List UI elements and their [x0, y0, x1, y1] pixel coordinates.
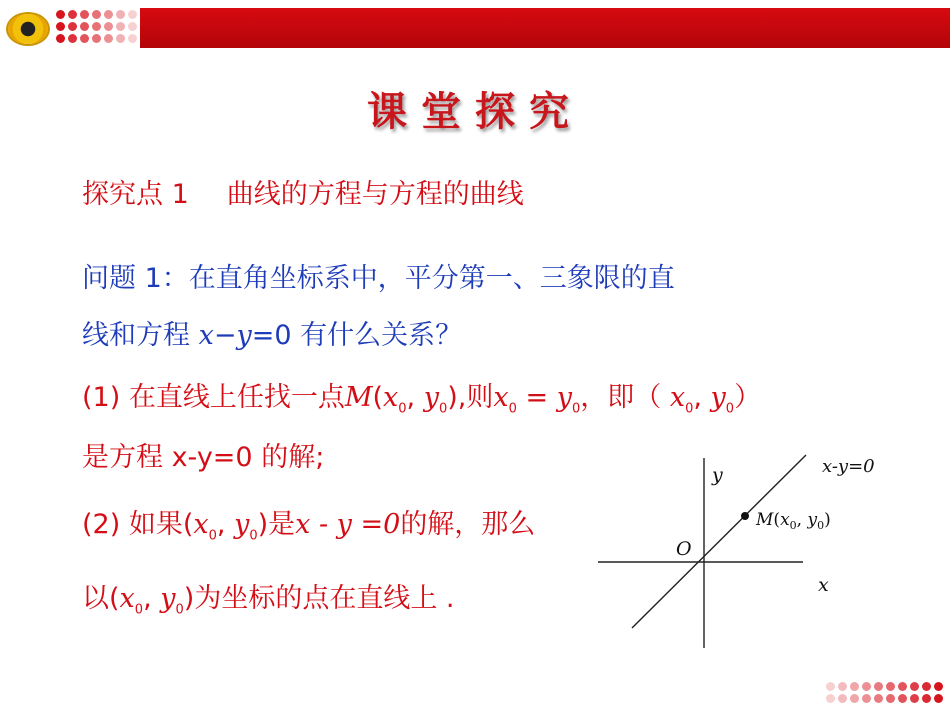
question-line-2: 线和方程 x−y=0 有什么关系？	[82, 320, 463, 351]
origin-label: O	[676, 538, 692, 560]
point-m-dot	[741, 512, 749, 520]
heading-text: 曲线的方程与方程的曲线	[226, 179, 524, 210]
x-axis-label: x	[818, 574, 829, 596]
item-1-line-1: (1) 在直线上任找一点$M(x_0$, $y_0$),则$x_0 = y_0$，即（ $x_0$, $y_0$）	[82, 382, 762, 417]
question-line-1: 问题 1：在直角坐标系中，平分第一、三象限的直	[82, 263, 675, 294]
line-label: x-y=0	[822, 456, 875, 477]
point-m-label: $M(x_0$, $y_0$)	[756, 510, 831, 532]
item-1-line-2: 是方程 x-y=0 的解;	[82, 442, 325, 473]
item-2: (2) 如果($x_0$, $y_0$)是x - y =0的解，那么	[82, 509, 536, 544]
item-3: 以($x_0$, $y_0$)为坐标的点在直线上 .	[82, 583, 455, 618]
page-title: 课堂探究	[367, 89, 583, 135]
heading-number: 探究点 1	[82, 179, 189, 210]
y-axis-label: y	[712, 464, 723, 486]
